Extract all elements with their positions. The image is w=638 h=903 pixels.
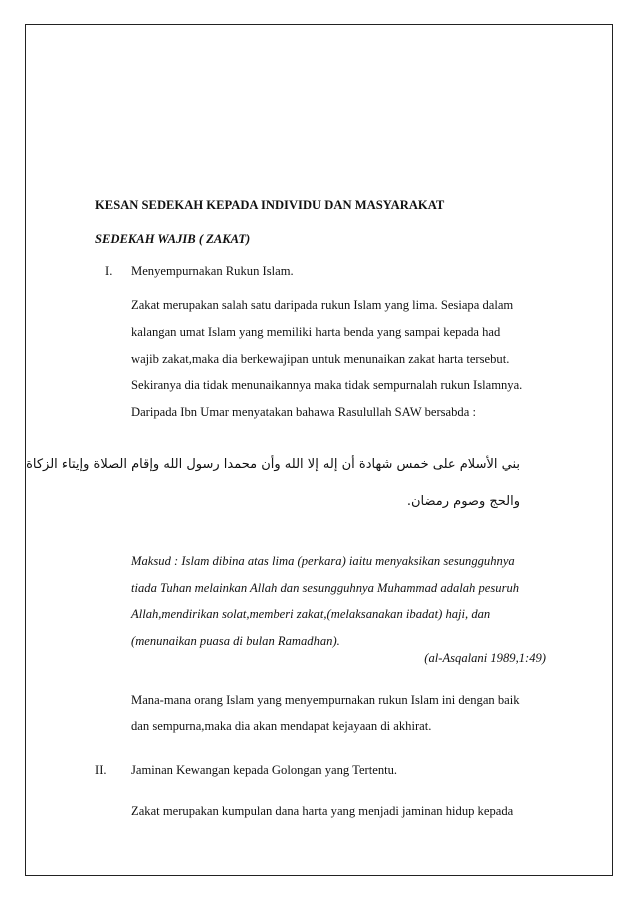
section-1-numeral: I. <box>105 264 113 278</box>
section-1-para-line: Daripada Ibn Umar menyatakan bahawa Rasulullah SAW bersabda : <box>131 405 476 419</box>
maksud-line: tiada Tuhan melainkan Allah dan sesungguhnya Muhammad adalah pesuruh <box>131 581 520 595</box>
section-1-para-line: Zakat merupakan salah satu daripada rukun Islam yang lima. Sesiapa dalam <box>131 298 514 312</box>
maksud-line: Maksud : Islam dibina atas lima (perkara) iaitu menyaksikan sesungguhnya <box>131 554 515 568</box>
citation: (al-Asqalani 1989,1:49) <box>424 651 546 665</box>
section-1-para2-line: dan sempurna,maka dia akan mendapat kejayaan di akhirat. <box>131 719 432 733</box>
maksud-line: (menunaikan puasa di bulan Ramadhan). <box>131 634 340 648</box>
section-1-para-line: Sekiranya dia tidak menunaikannya maka tidak sempurnalah rukun Islamnya. <box>131 378 523 392</box>
section-1-title: Menyempurnakan Rukun Islam. <box>131 264 294 278</box>
maksud-line: Allah,mendirikan solat,memberi zakat,(melaksanakan ibadat) haji, dan <box>131 607 491 621</box>
section-1-para-line: kalangan umat Islam yang memiliki harta benda yang sampai kepada had <box>131 325 501 339</box>
section-2-title: Jaminan Kewangan kepada Golongan yang Tertentu. <box>131 763 398 777</box>
page-border <box>25 24 613 876</box>
section-1-para2-line: Mana-mana orang Islam yang menyempurnakan rukun Islam ini dengan baik <box>131 693 520 707</box>
hadith-arabic-line: والحج وصوم رمضان. <box>406 494 520 509</box>
section-2-para-line: Zakat merupakan kumpulan dana harta yang menjadi jaminan hidup kepada <box>131 804 514 818</box>
hadith-arabic-line: بني الأسلام على خمس شهادة أن إله إلا الله وأن محمدا رسول الله وإقام الصلاة وإيتاء الزكاة <box>26 457 520 472</box>
section-2-numeral: II. <box>95 763 107 777</box>
document-heading: KESAN SEDEKAH KEPADA INDIVIDU DAN MASYARAKAT <box>95 198 445 212</box>
document-subheading: SEDEKAH WAJIB ( ZAKAT) <box>95 232 251 246</box>
section-1-para-line: wajib zakat,maka dia berkewajipan untuk menunaikan zakat harta tersebut. <box>131 352 510 366</box>
